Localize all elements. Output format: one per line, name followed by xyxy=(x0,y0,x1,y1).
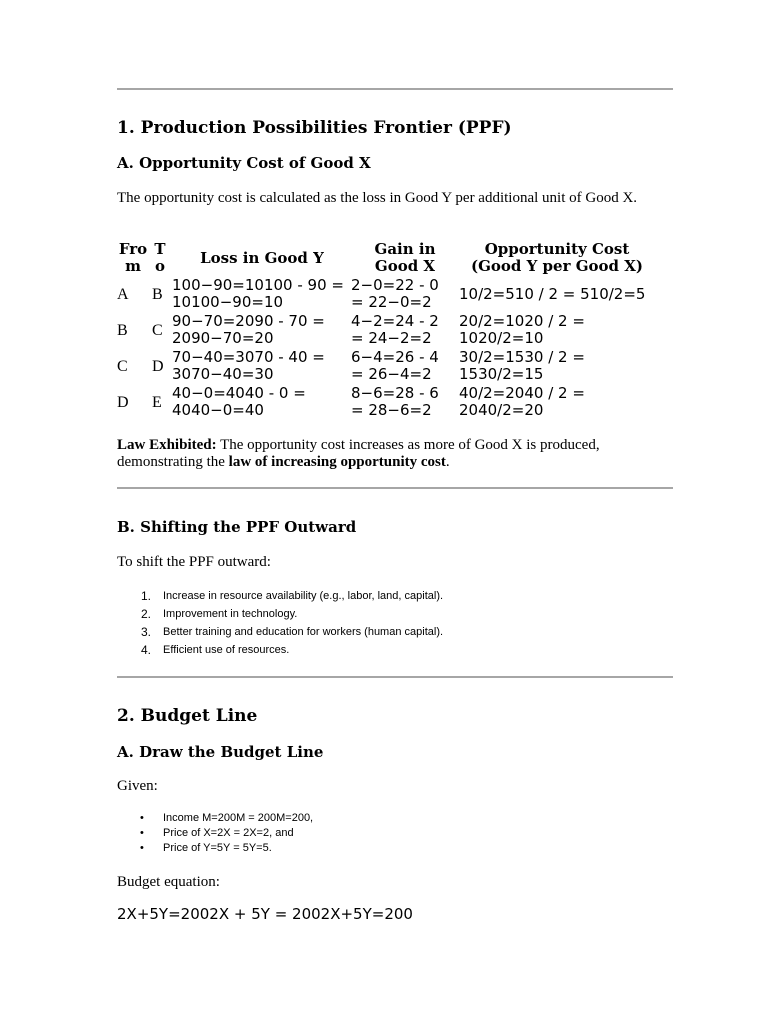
header-from-line1: Fro xyxy=(118,240,148,258)
list-text: Better training and education for workers (human capital). xyxy=(163,626,444,638)
budget-partA-heading: A. Draw the Budget Line xyxy=(117,743,324,761)
budget-equation: 2X+5Y=2002X + 5Y = 2002X+5Y=200 xyxy=(117,905,413,923)
bullet-icon: • xyxy=(140,812,144,824)
row4-gain xyxy=(351,385,439,419)
row3-gain-line1: 6−4=26 - 4 xyxy=(351,348,439,366)
row3-to: D xyxy=(152,358,164,375)
row2-cost-line1: 20/2=1020 / 2 = xyxy=(459,312,585,330)
header-gain-line2: Good X xyxy=(374,257,436,275)
section2-heading: 2. Budget Line xyxy=(117,706,258,726)
law-label: Law Exhibited: xyxy=(117,437,217,453)
partB-intro: To shift the PPF outward: xyxy=(117,554,271,570)
list-text: Price of X=2X = 2X=2, and xyxy=(163,827,294,839)
bullet-icon: • xyxy=(140,827,144,839)
row4-cost-line1: 40/2=2040 / 2 = xyxy=(459,384,585,402)
row4-loss xyxy=(172,385,306,419)
row3-cost-line2: 1530/2=15 xyxy=(459,365,544,383)
budget-equation-label: Budget equation: xyxy=(117,874,220,890)
list-item xyxy=(117,605,443,623)
list-number: 2. xyxy=(141,607,152,621)
list-number: 3. xyxy=(141,625,152,639)
shift-factors-list xyxy=(117,587,443,659)
header-from xyxy=(117,241,149,275)
law-bold: law of increasing opportunity cost xyxy=(228,454,446,470)
row4-cost xyxy=(459,385,585,419)
law-exhibited xyxy=(117,437,657,471)
row1-from: A xyxy=(117,286,129,303)
divider-3 xyxy=(117,676,673,678)
law-end: . xyxy=(445,454,450,470)
row1-gain-line2: = 22−0=2 xyxy=(351,293,432,311)
header-to xyxy=(152,241,168,275)
partB-heading: B. Shifting the PPF Outward xyxy=(117,518,357,536)
row4-loss-line2: 4040−0=40 xyxy=(172,401,264,419)
bullet-icon: • xyxy=(140,842,144,854)
list-text: Efficient use of resources. xyxy=(163,644,290,656)
row2-loss xyxy=(172,313,325,347)
row4-gain-line2: = 28−6=2 xyxy=(351,401,432,419)
partA-heading: A. Opportunity Cost of Good X xyxy=(117,154,371,172)
divider-2 xyxy=(117,487,673,489)
row2-loss-line1: 90−70=2090 - 70 = xyxy=(172,312,325,330)
row1-loss-line1: 100−90=10100 - 90 = xyxy=(172,276,344,294)
header-gain-line1: Gain in xyxy=(374,240,436,258)
given-label: Given: xyxy=(117,778,158,794)
row2-cost-line2: 1020/2=10 xyxy=(459,329,544,347)
list-item xyxy=(117,623,443,641)
list-text: Price of Y=5Y = 5Y=5. xyxy=(163,842,272,854)
law-text2: demonstrating the xyxy=(117,454,229,470)
row3-loss-line1: 70−40=3070 - 40 = xyxy=(172,348,325,366)
header-to-line1: T xyxy=(154,240,166,258)
row3-loss-line2: 3070−40=30 xyxy=(172,365,274,383)
list-item xyxy=(117,841,313,856)
row4-loss-line1: 40−0=4040 - 0 = xyxy=(172,384,306,402)
opportunity-cost-intro: The opportunity cost is calculated as the loss in Good Y per additional unit of Good X. xyxy=(117,190,638,206)
header-cost-line2: (Good Y per Good X) xyxy=(471,257,643,275)
list-number: 4. xyxy=(141,643,152,657)
row2-gain-line2: = 24−2=2 xyxy=(351,329,432,347)
list-item xyxy=(117,641,443,659)
row2-loss-line2: 2090−70=20 xyxy=(172,329,274,347)
row1-gain xyxy=(351,277,439,311)
row3-from: C xyxy=(117,358,128,375)
section1-heading: 1. Production Possibilities Frontier (PPF) xyxy=(117,118,512,138)
given-list xyxy=(117,811,313,856)
row4-cost-line2: 2040/2=20 xyxy=(459,401,544,419)
list-text: Income M=200M = 200M=200, xyxy=(163,812,314,824)
list-text: Increase in resource availability (e.g., labor, land, capital). xyxy=(163,590,444,602)
row2-from: B xyxy=(117,322,128,339)
row1-to: B xyxy=(152,286,163,303)
row2-gain-line1: 4−2=24 - 2 xyxy=(351,312,439,330)
divider-top xyxy=(117,88,673,90)
header-cost xyxy=(459,241,655,275)
header-loss: Loss in Good Y xyxy=(200,249,324,267)
row4-gain-line1: 8−6=28 - 6 xyxy=(351,384,439,402)
row3-gain-line2: = 26−4=2 xyxy=(351,365,432,383)
row1-loss-line2: 10100−90=10 xyxy=(172,293,284,311)
law-text1: The opportunity cost increases as more of Good X is produced, xyxy=(216,437,600,453)
row3-cost-line1: 30/2=1530 / 2 = xyxy=(459,348,585,366)
row2-to: C xyxy=(152,322,163,339)
row2-gain xyxy=(351,313,439,347)
list-item xyxy=(117,826,313,841)
row2-cost xyxy=(459,313,585,347)
header-from-line2: m xyxy=(125,257,141,275)
row4-from: D xyxy=(117,394,129,411)
list-number: 1. xyxy=(141,589,152,603)
row3-gain xyxy=(351,349,439,383)
row1-loss xyxy=(172,277,344,311)
row4-to: E xyxy=(152,394,162,411)
list-item xyxy=(117,587,443,605)
list-item xyxy=(117,811,313,826)
header-cost-line1: Opportunity Cost xyxy=(484,240,630,258)
opportunity-cost-table xyxy=(117,240,673,425)
row1-gain-line1: 2−0=22 - 0 xyxy=(351,276,439,294)
header-to-line2: o xyxy=(154,257,165,275)
row1-cost: 10/2=510 / 2 = 510/2=5 xyxy=(459,285,646,303)
header-gain xyxy=(351,241,459,275)
row3-cost xyxy=(459,349,585,383)
row3-loss xyxy=(172,349,325,383)
list-text: Improvement in technology. xyxy=(163,608,298,620)
